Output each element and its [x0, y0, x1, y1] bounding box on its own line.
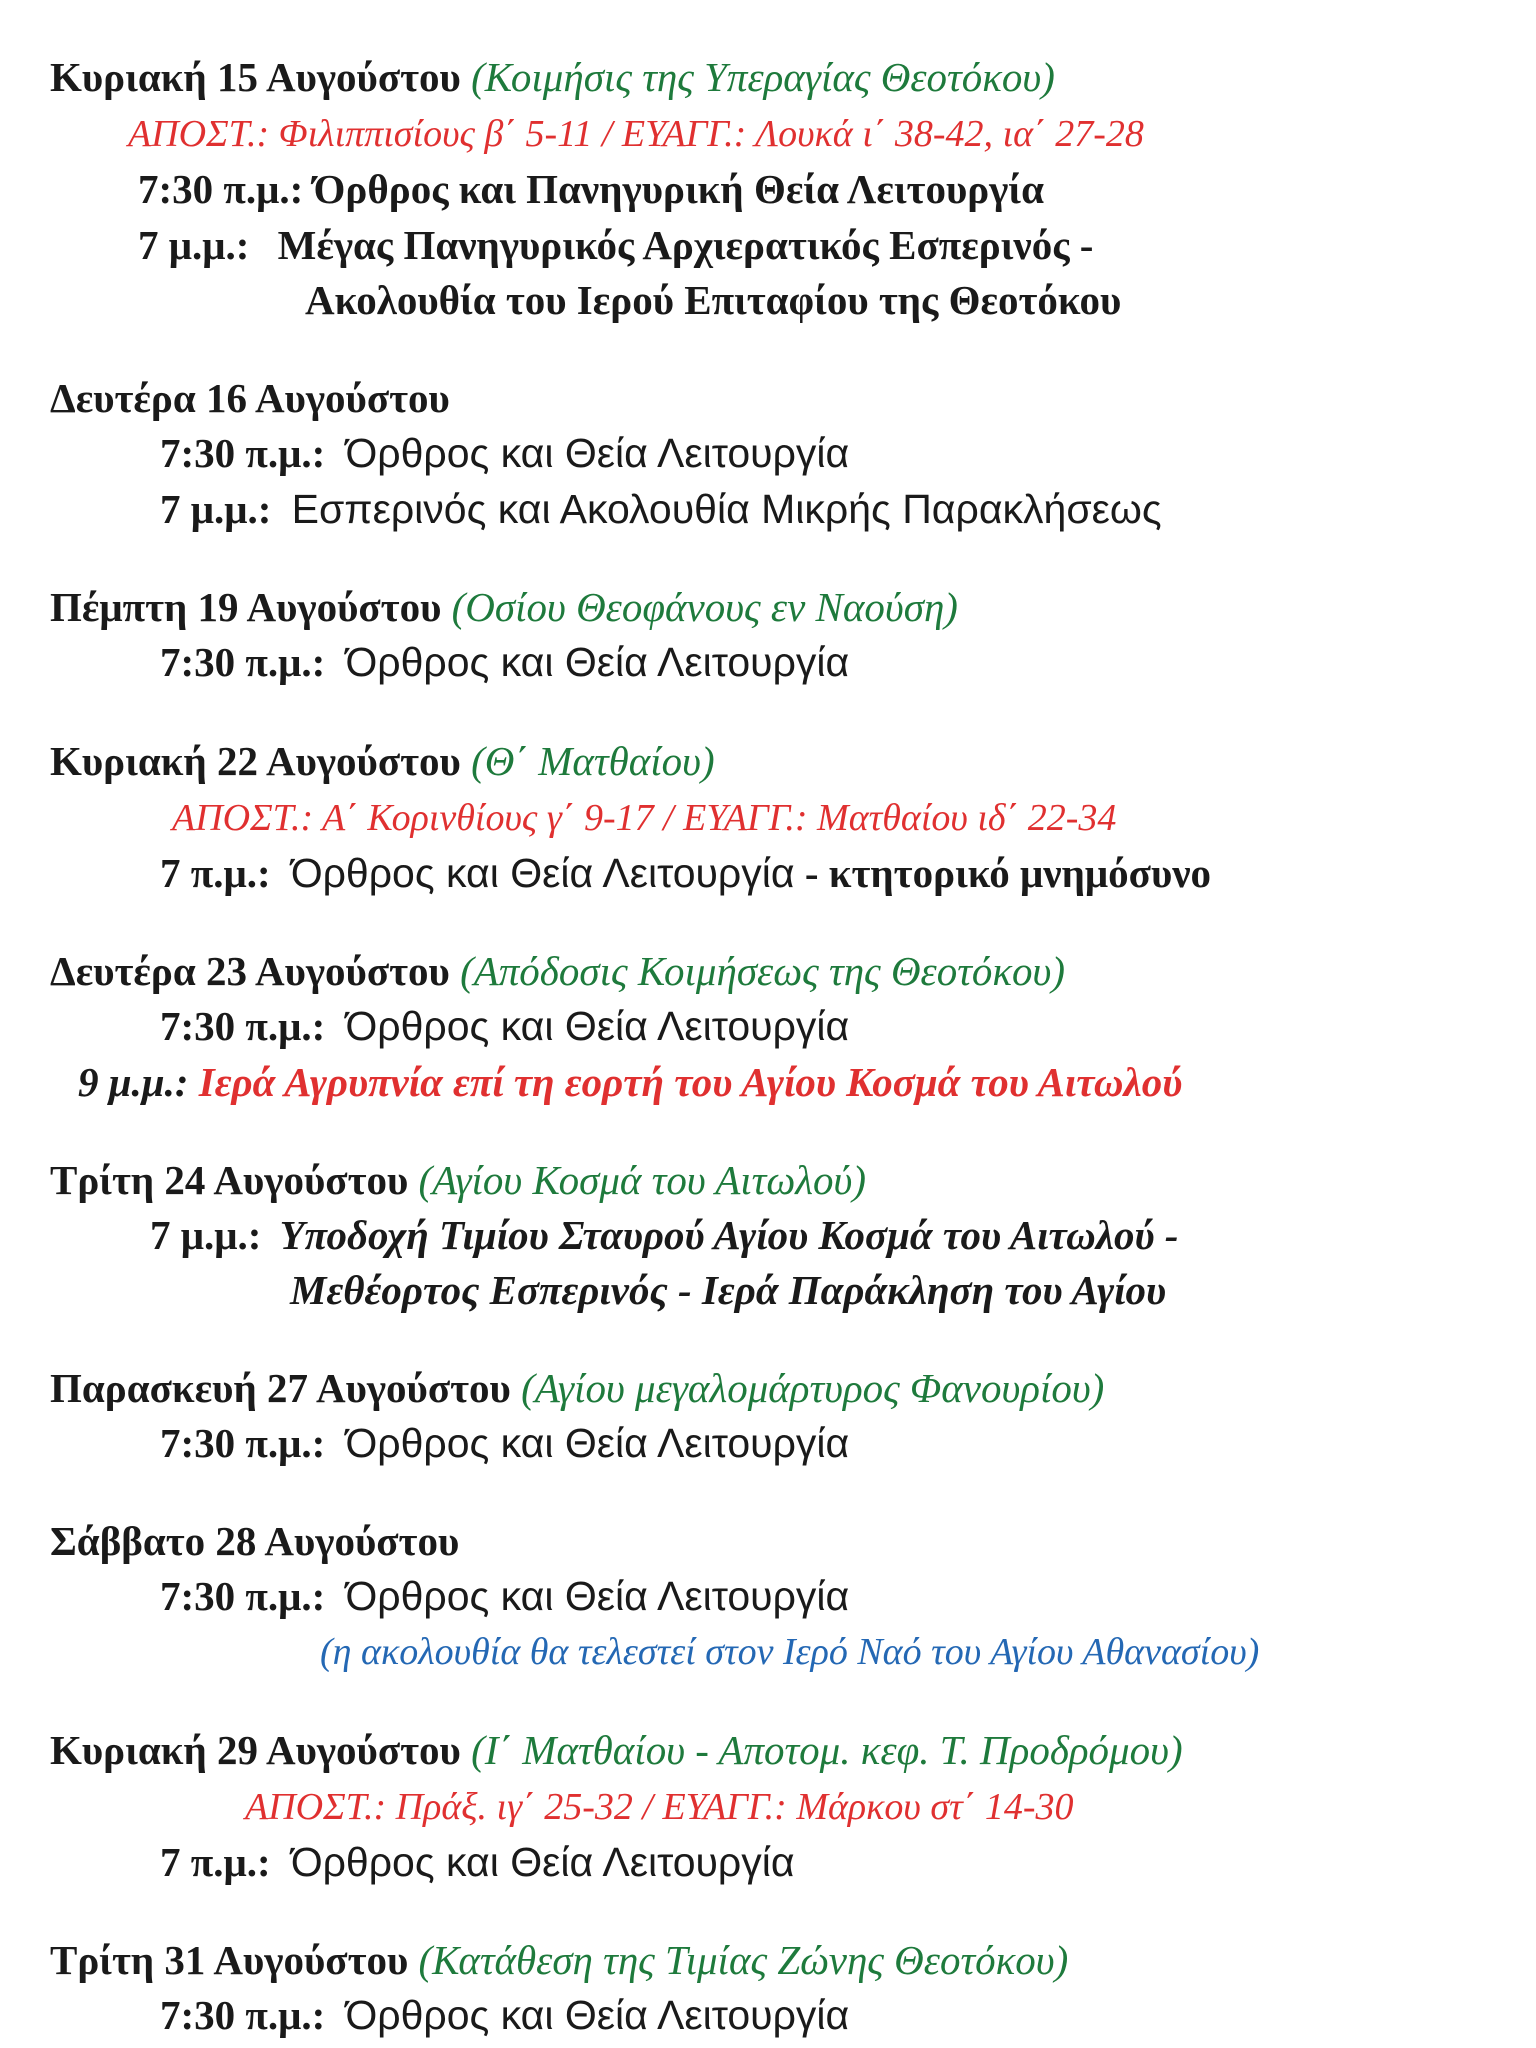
- feast-name: (Οσίου Θεοφάνους εν Ναούση): [451, 584, 958, 630]
- location-note: (η ακολουθία θα τελεστεί στον Ιερό Ναό του Αγίου Αθανασίου): [320, 1631, 1260, 1673]
- entry-date: Κυριακή 22 Αυγούστου: [50, 738, 461, 784]
- service-line: [160, 1418, 849, 1468]
- service-text: Όρθρος και Θεία Λειτουργία: [345, 1573, 850, 1619]
- service-text: Όρθρος και Θεία Λειτουργία: [345, 430, 850, 476]
- service-line: [160, 1571, 849, 1621]
- service-time: 7 π.μ.:: [160, 850, 271, 896]
- feast-name: (Κοιμήσις της Υπεραγίας Θεοτόκου): [471, 54, 1055, 100]
- service-time: 7:30 π.μ.:: [160, 1003, 326, 1049]
- service-line: [150, 1210, 1178, 1260]
- service-time: 7:30 π.μ.:: [160, 430, 326, 476]
- feast-name: (Ι΄ Ματθαίου - Αποτομ. κεφ. Τ. Προδρόμου): [471, 1727, 1183, 1773]
- entry-header: [50, 736, 715, 786]
- service-highlight: - κτητορικό μνημόσυνο: [804, 850, 1212, 896]
- service-text: Όρθρος και Θεία Λειτουργία: [345, 1992, 850, 2038]
- service-text-cont: Ακολουθία του Ιερού Επιταφίου της Θεοτόκου: [305, 277, 1122, 323]
- service-line: [160, 484, 1162, 534]
- entry-header: [50, 1363, 1104, 1413]
- service-time: 7 μ.μ.:: [160, 486, 272, 532]
- service-text: Εσπερινός και Ακολουθία Μικρής Παρακλήσεως: [291, 486, 1162, 532]
- service-time: 7:30 π.μ.:: [160, 1992, 326, 2038]
- service-text: Ιερά Αγρυπνία επί τη εορτή του Αγίου Κοσμά του Αιτωλού: [198, 1059, 1183, 1105]
- service-text: Όρθρος και Θεία Λειτουργία: [345, 639, 850, 685]
- readings: ΑΠΟΣΤ.: Πράξ. ιγ΄ 25-32 / ΕΥΑΓΓ.: Μάρκου στ΄ 14-30: [245, 1786, 1074, 1828]
- service-time: 9 μ.μ.:: [78, 1059, 189, 1105]
- entry-date: Τρίτη 24 Αυγούστου: [50, 1157, 409, 1203]
- service-line: [160, 1990, 849, 2040]
- service-text: Όρθρος και Θεία Λειτουργία: [290, 850, 795, 896]
- entry-header: [50, 1155, 866, 1205]
- service-time: 7:30 π.μ.:: [160, 1573, 326, 1619]
- entry-date: Κυριακή 15 Αυγούστου: [50, 54, 461, 100]
- service-text: Όρθρος και Θεία Λειτουργία: [290, 1839, 795, 1885]
- feast-name: (Θ΄ Ματθαίου): [471, 738, 715, 784]
- feast-name: (Κατάθεση της Τιμίας Ζώνης Θεοτόκου): [418, 1937, 1069, 1983]
- entry-date: Κυριακή 29 Αυγούστου: [50, 1727, 461, 1773]
- service-line: [160, 848, 1211, 898]
- service-line: [160, 637, 849, 687]
- entry-header: [50, 582, 958, 632]
- entry-header: [50, 1516, 459, 1566]
- service-text: Υποδοχή Τιμίου Σταυρού Αγίου Κοσμά του Αιτωλού -: [279, 1212, 1179, 1258]
- feast-name: (Απόδοσις Κοιμήσεως της Θεοτόκου): [460, 948, 1066, 994]
- service-line: [138, 220, 1093, 270]
- service-time: 7 μ.μ.:: [150, 1212, 262, 1258]
- service-line: [78, 1057, 1182, 1107]
- service-text: Όρθρος και Θεία Λειτουργία: [345, 1003, 850, 1049]
- service-line: [160, 428, 849, 478]
- readings: ΑΠΟΣΤ.: Α΄ Κορινθίους γ΄ 9-17 / ΕΥΑΓΓ.: Ματθαίου ιδ΄ 22-34: [172, 797, 1117, 839]
- service-line: [160, 1001, 849, 1051]
- service-line: [138, 164, 1044, 214]
- service-text: Όρθρος και Θεία Λειτουργία: [345, 1420, 850, 1466]
- entry-date: Σάββατο 28 Αυγούστου: [50, 1518, 460, 1564]
- service-line: [160, 1837, 795, 1887]
- service-text-cont: Μεθέορτος Εσπερινός - Ιερά Παράκληση του Αγίου: [290, 1267, 1167, 1313]
- entry-date: Τρίτη 31 Αυγούστου: [50, 1937, 409, 1983]
- entry-header: [50, 52, 1055, 102]
- entry-header: [50, 1935, 1068, 1985]
- service-time: 7 μ.μ.:: [138, 222, 250, 268]
- entry-date: Δευτέρα 23 Αυγούστου: [50, 948, 450, 994]
- feast-name: (Αγίου Κοσμά του Αιτωλού): [418, 1157, 866, 1203]
- entry-header: [50, 1725, 1183, 1775]
- service-text: Μέγας Πανηγυρικός Αρχιερατικός Εσπερινός -: [277, 222, 1094, 268]
- service-time: 7:30 π.μ.:: [160, 639, 326, 685]
- service-time: 7 π.μ.:: [160, 1839, 271, 1885]
- entry-date: Παρασκευή 27 Αυγούστου: [50, 1365, 511, 1411]
- entry-header: [50, 946, 1065, 996]
- entry-header: [50, 373, 450, 423]
- entry-date: Πέμπτη 19 Αυγούστου: [50, 584, 442, 630]
- entry-date: Δευτέρα 16 Αυγούστου: [50, 375, 450, 421]
- service-time: 7:30 π.μ.:: [138, 166, 304, 212]
- feast-name: (Αγίου μεγαλομάρτυρος Φανουρίου): [521, 1365, 1105, 1411]
- readings: ΑΠΟΣΤ.: Φιλιππισίους β΄ 5-11 / ΕΥΑΓΓ.: Λουκά ι΄ 38-42, ια΄ 27-28: [128, 113, 1144, 155]
- service-text: Όρθρος και Πανηγυρική Θεία Λειτουργία: [313, 166, 1044, 212]
- service-time: 7:30 π.μ.:: [160, 1420, 326, 1466]
